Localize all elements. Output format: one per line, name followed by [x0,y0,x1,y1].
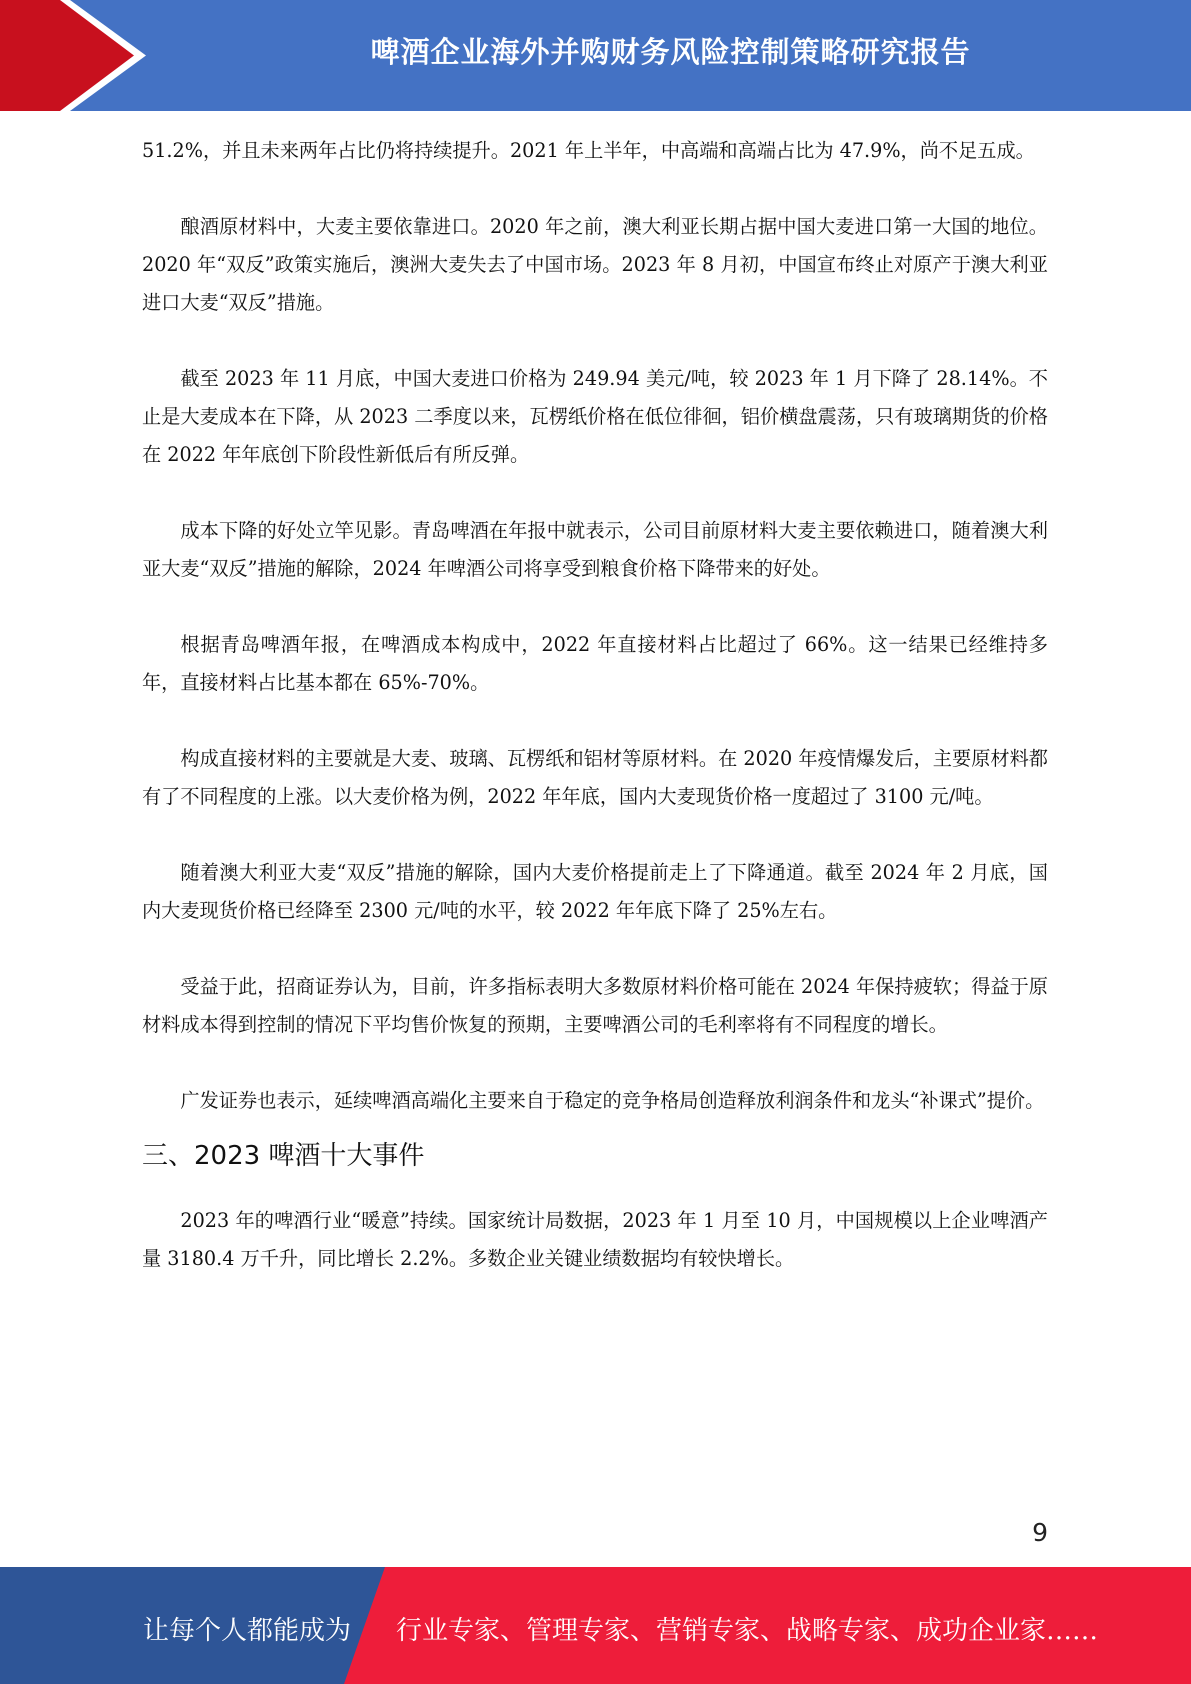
page-footer [0,1567,1191,1684]
paragraph: 截至 2023 年 11 月底，中国大麦进口价格为 249.94 美元/吨，较 2023 年 1 月下降了 28.14%。不止是大麦成本在下降，从 2023 二季度以来，瓦楞纸价格在低位徘徊，铝价横盘震荡，只有玻璃期货的价格在 2022 年年底创下阶段性新低后有所反弹。 [142,367,1048,466]
paragraph: 酿酒原材料中，大麦主要依靠进口。2020 年之前，澳大利亚长期占据中国大麦进口第一大国的地位。2020 年“双反”政策实施后，澳洲大麦失去了中国市场。2023 年 8 月初，中国宣布终止对原产于澳大利亚进口大麦“双反”措施。 [142,215,1048,314]
header-chevron-graphic [0,0,160,111]
paragraph: 随着澳大利亚大麦“双反”措施的解除，国内大麦价格提前走上了下降通道。截至 2024 年 2 月底，国内大麦现货价格已经降至 2300 元/吨的水平，较 2022 年年底下降了 25%左右。 [142,861,1048,922]
page-header [0,0,1191,111]
paragraph: 根据青岛啤酒年报，在啤酒成本构成中，2022 年直接材料占比超过了 66%。这一结果已经维持多年，直接材料占比基本都在 65%-70%。 [142,633,1048,694]
section-heading: 三、2023 啤酒十大事件 [142,1141,425,1171]
paragraph: 成本下降的好处立竿见影。青岛啤酒在年报中就表示，公司目前原材料大麦主要依赖进口，随着澳大利亚大麦“双反”措施的解除，2024 年啤酒公司将享受到粮食价格下降带来的好处。 [142,519,1048,580]
footer-slogan-right: 行业专家、管理专家、营销专家、战略专家、成功企业家…… [396,1616,1099,1646]
page-number: 9 [1032,1518,1048,1547]
paragraph: 广发证券也表示，延续啤酒高端化主要来自于稳定的竞争格局创造释放利润条件和龙头“补课式”提价。 [180,1089,1045,1112]
paragraph: 受益于此，招商证券认为，目前，许多指标表明大多数原材料价格可能在 2024 年保持疲软；得益于原材料成本得到控制的情况下平均售价恢复的预期，主要啤酒公司的毛利率将有不同程度的增长。 [142,975,1048,1036]
paragraph: 构成直接材料的主要就是大麦、玻璃、瓦楞纸和铝材等原材料。在 2020 年疫情爆发后，主要原材料都有了不同程度的上涨。以大麦价格为例，2022 年年底，国内大麦现货价格一度超过了 3100 元/吨。 [142,747,1048,808]
report-body [142,132,1048,1278]
paragraph-continued: 51.2%，并且未来两年占比仍将持续提升。2021 年上半年，中高端和高端占比为 47.9%，尚不足五成。 [142,139,1035,162]
paragraph: 2023 年的啤酒行业“暖意”持续。国家统计局数据，2023 年 1 月至 10 月，中国规模以上企业啤酒产量 3180.4 万千升，同比增长 2.2%。多数企业关键业绩数据均有较快增长。 [142,1209,1048,1270]
header-title: 啤酒企业海外并购财务风险控制策略研究报告 [370,35,971,69]
footer-slogan-left: 让每个人都能成为 [143,1616,352,1646]
